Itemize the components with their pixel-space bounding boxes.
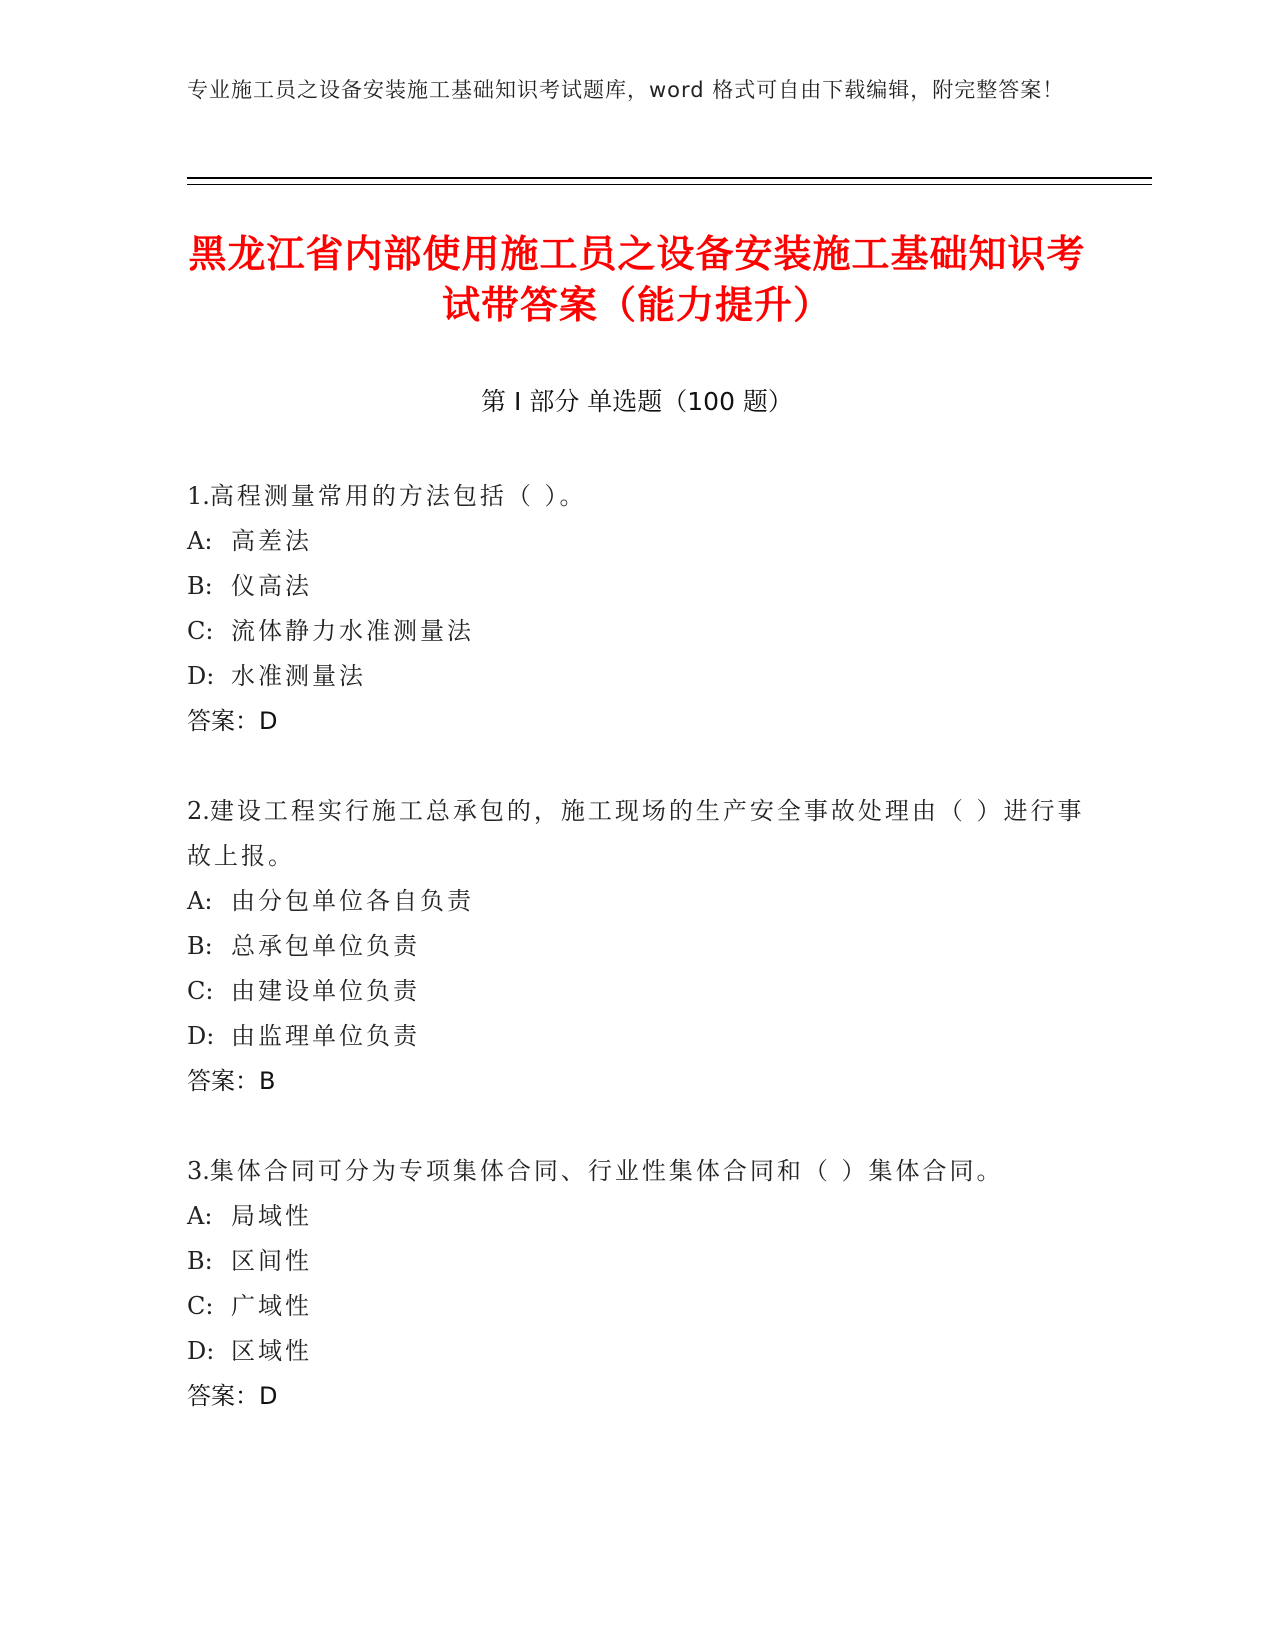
answer-label: 答案：B bbox=[187, 1067, 276, 1095]
option-d bbox=[187, 654, 1087, 699]
option-key: D: bbox=[187, 1022, 215, 1050]
option-text: 由监理单位负责 bbox=[231, 1022, 420, 1050]
question-1 bbox=[187, 474, 1087, 744]
question-stem bbox=[187, 789, 1087, 879]
question-number: 2. bbox=[187, 797, 210, 825]
option-text: 流体静力水准测量法 bbox=[231, 617, 474, 645]
option-d bbox=[187, 1014, 1087, 1059]
answer-label: 答案：D bbox=[187, 707, 278, 735]
answer-label: 答案：D bbox=[187, 1382, 278, 1410]
question-text: 建设工程实行施工总承包的，施工现场的生产安全事故处理由（ ）进行事故上报。 bbox=[187, 797, 1085, 870]
option-a bbox=[187, 879, 1087, 924]
header-rule-thin bbox=[187, 184, 1152, 185]
option-text: 区间性 bbox=[231, 1247, 312, 1275]
option-text: 由建设单位负责 bbox=[231, 977, 420, 1005]
option-text: 仪高法 bbox=[231, 572, 312, 600]
option-key: A: bbox=[187, 887, 213, 915]
option-key: B: bbox=[187, 932, 213, 960]
option-key: C: bbox=[187, 617, 214, 645]
question-stem bbox=[187, 1149, 1087, 1194]
option-text: 总承包单位负责 bbox=[231, 932, 420, 960]
option-b bbox=[187, 1239, 1087, 1284]
option-key: D: bbox=[187, 1337, 215, 1365]
option-c bbox=[187, 1284, 1087, 1329]
option-key: C: bbox=[187, 977, 214, 1005]
option-c bbox=[187, 609, 1087, 654]
option-a bbox=[187, 1194, 1087, 1239]
option-key: A: bbox=[187, 1202, 213, 1230]
option-a bbox=[187, 519, 1087, 564]
option-b bbox=[187, 924, 1087, 969]
question-text: 高程测量常用的方法包括（ ）。 bbox=[209, 482, 587, 510]
option-key: B: bbox=[187, 1247, 213, 1275]
question-number: 1. bbox=[187, 482, 210, 510]
document-title: 黑龙江省内部使用施工员之设备安装施工基础知识考试带答案（能力提升） bbox=[188, 232, 1086, 327]
question-3 bbox=[187, 1149, 1087, 1419]
option-text: 局域性 bbox=[231, 1202, 312, 1230]
option-text: 广域性 bbox=[231, 1292, 312, 1320]
section-title: 第 I 部分 单选题（100 题） bbox=[481, 387, 793, 416]
question-2 bbox=[187, 789, 1087, 1104]
question-stem bbox=[187, 474, 1087, 519]
question-number: 3. bbox=[187, 1157, 210, 1185]
header-note: 专业施工员之设备安装施工基础知识考试题库，word 格式可自由下载编辑，附完整答案！ bbox=[187, 78, 1065, 102]
question-list bbox=[187, 474, 1087, 1464]
header-rule-thick bbox=[187, 177, 1152, 179]
option-text: 由分包单位各自负责 bbox=[231, 887, 474, 915]
option-key: B: bbox=[187, 572, 213, 600]
option-c bbox=[187, 969, 1087, 1014]
option-text: 区域性 bbox=[231, 1337, 312, 1365]
option-key: D: bbox=[187, 662, 215, 690]
option-text: 高差法 bbox=[231, 527, 312, 555]
option-key: C: bbox=[187, 1292, 214, 1320]
option-text: 水准测量法 bbox=[231, 662, 366, 690]
option-key: A: bbox=[187, 527, 213, 555]
question-text: 集体合同可分为专项集体合同、行业性集体合同和（ ）集体合同。 bbox=[209, 1157, 1004, 1185]
option-d bbox=[187, 1329, 1087, 1374]
option-b bbox=[187, 564, 1087, 609]
